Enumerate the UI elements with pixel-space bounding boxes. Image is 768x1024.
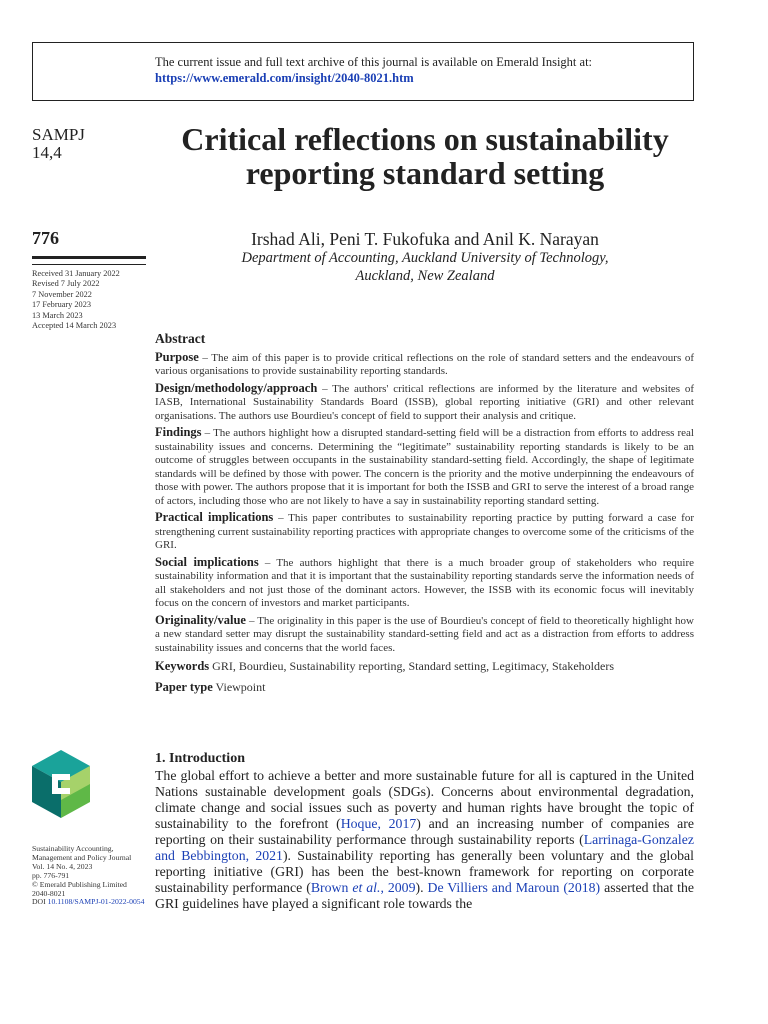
journal-abbrev: SAMPJ [32, 125, 85, 144]
abstract-section [155, 332, 694, 697]
history-item: Accepted 14 March 2023 [32, 321, 117, 331]
design-text: – The authors' critical reflections are informed by the literature and websites of IASB, International Sustainability Standards Board (ISSB), global reporting initiative (GRI) and other relevant organisations. The authors use Bourdieu's concept of field to support their analysis and critique. [155, 382, 694, 422]
citation-text: Brown [310, 880, 353, 895]
abstract-social [155, 556, 694, 611]
emerald-publishing-logo [30, 748, 92, 820]
archive-url-link[interactable]: https://www.emerald.com/insight/2040-8021.htm [155, 71, 414, 85]
journal-info-line: Vol. 14 No. 4, 2023 [32, 861, 93, 871]
practical-text: – This paper contributes to sustainability reporting practice by putting forward a case for strengthening current sustainability reporting practices with appropriate changes to overcome some of the criticisms of the GRI. [155, 512, 694, 551]
citation-link[interactable] [311, 880, 416, 895]
journal-info-line: pp. 776-791 [32, 870, 70, 880]
volume-issue: 14,4 [32, 143, 62, 162]
abstract-heading: Abstract [155, 331, 206, 346]
introduction-section [155, 751, 694, 912]
originality-text: – The originality in this paper is the use of Bourdieu's concept of field to theoretically highlight how a new standard setter may disrupt the sustainability standard-setting field and act as a distraction from efforts to address sustainability issues and concerns that the world faces. [155, 614, 694, 654]
paper-type [155, 681, 694, 695]
journal-info-line: 2040-8021 [32, 888, 66, 898]
divider-thin [32, 264, 146, 265]
abstract-design [155, 382, 694, 424]
doi-label: DOI [32, 897, 46, 907]
citation-link[interactable]: Hoque, 2017 [340, 816, 417, 831]
social-text: – The authors highlight that there is a much broader group of stakeholders who require sustainability information and that it is important that the sustainability reporting standards serve the information needs of all stakeholders and not just those of the dominant actors. However, the ISSB with its economic focus will inevitably focus on the concern of investors and market participants. [155, 556, 694, 609]
keywords-label: Keywords [155, 659, 210, 673]
doi-link[interactable]: 10.1108/SAMPJ-01-2022-0054 [47, 897, 145, 907]
intro-paragraph [155, 768, 694, 912]
findings-label: Findings [155, 425, 202, 439]
abstract-findings [155, 426, 694, 508]
keywords-text: GRI, Bourdieu, Sustainability reporting, Standard setting, Legitimacy, Stakeholders [209, 659, 614, 673]
history-item: Received 31 January 2022 [32, 269, 120, 278]
originality-label: Originality/value [155, 612, 246, 627]
affiliation-line: Auckland, New Zealand [355, 268, 495, 284]
article-authors: Irshad Ali, Peni T. Fukofuka and Anil K. Narayan [251, 229, 599, 249]
journal-info-line: Management and Policy Journal [32, 852, 132, 862]
citation-link[interactable]: Larrinaga-Gonzalez and Bebbington, 2021 [155, 832, 694, 863]
abstract-originality [155, 614, 694, 656]
author-affiliation [156, 249, 694, 285]
practical-label: Practical implications [155, 510, 274, 524]
citation-text: , 2009 [380, 880, 416, 895]
abstract-practical [155, 511, 694, 553]
archive-notice-box [32, 42, 694, 101]
journal-info-line: © Emerald Publishing Limited [32, 879, 127, 889]
history-item: 13 March 2023 [32, 310, 83, 320]
intro-heading: 1. Introduction [155, 751, 245, 766]
citation-etal: et al. [352, 880, 381, 895]
intro-text: The global effort to achieve a better and more sustainable future for all is captured in the United Nations sustainable development goals (SDGs). Concerns about environmental degradation, climate change and social issues such as poverty and human rights have brought the topic of sustainability to the forefront ( [155, 768, 694, 831]
history-item: Revised 7 July 2022 [32, 279, 100, 289]
intro-text: asserted that the GRI guidelines have played a significant role towards the [155, 880, 694, 911]
history-item: 17 February 2023 [32, 300, 91, 310]
divider-thick [32, 256, 146, 259]
article-title: Critical reflections on sustainability reporting standard setting [181, 121, 669, 191]
citation-link[interactable]: De Villiers and Maroun (2018) [427, 880, 601, 895]
journal-info-line: Sustainability Accounting, [32, 844, 114, 853]
abstract-purpose [155, 351, 694, 379]
paper-type-label: Paper type [155, 679, 213, 694]
intro-text: ) and an increasing number of companies are reporting on their sustainability performance through sustainability reports ( [155, 816, 695, 847]
purpose-text: – The aim of this paper is to provide critical reflections on the role of standard setters and the endeavours of various organisations to provide sustainability reporting standards. [155, 351, 694, 377]
journal-info [32, 845, 144, 907]
design-label: Design/methodology/approach [155, 380, 318, 395]
doi-line [32, 898, 144, 907]
history-item: 7 November 2022 [32, 289, 92, 299]
purpose-label: Purpose [155, 349, 199, 364]
journal-code [32, 126, 85, 162]
affiliation-line: Department of Accounting, Auckland University of Technology, [241, 250, 609, 266]
findings-text: – The authors highlight how a disrupted standard-setting field will be a distraction from efforts to address real sustainability issues and concerns. Determining the “legitimate” sustainability reporting standards is likely to be an outcome of struggles between occupants in the sustainability standard-setting field. Accordingly, the shape of legitimate standards will be defined by those with power. The concern is the priority and the motive underpinning the endeavours of those with power. The authors propose that it is important for both the ISSB and GRI to serve the interest of a broad range of actors, including those who are not likely to have a say in sustainability reporting standard setting. [155, 427, 694, 507]
paper-type-text: Viewpoint [212, 679, 266, 694]
archive-notice-text: The current issue and full text archive of this journal is available on Emerald Insight at: [155, 55, 593, 69]
page-number: 776 [32, 228, 59, 248]
article-history [32, 269, 120, 331]
intro-text: ). [415, 880, 428, 895]
intro-text: ). Sustainability reporting has generally been voluntary and the global reporting initiative (GRI) has been the best-known framework for reporting on corporate sustainability performance ( [155, 848, 694, 895]
social-label: Social implications [155, 554, 259, 569]
keywords [155, 660, 694, 674]
